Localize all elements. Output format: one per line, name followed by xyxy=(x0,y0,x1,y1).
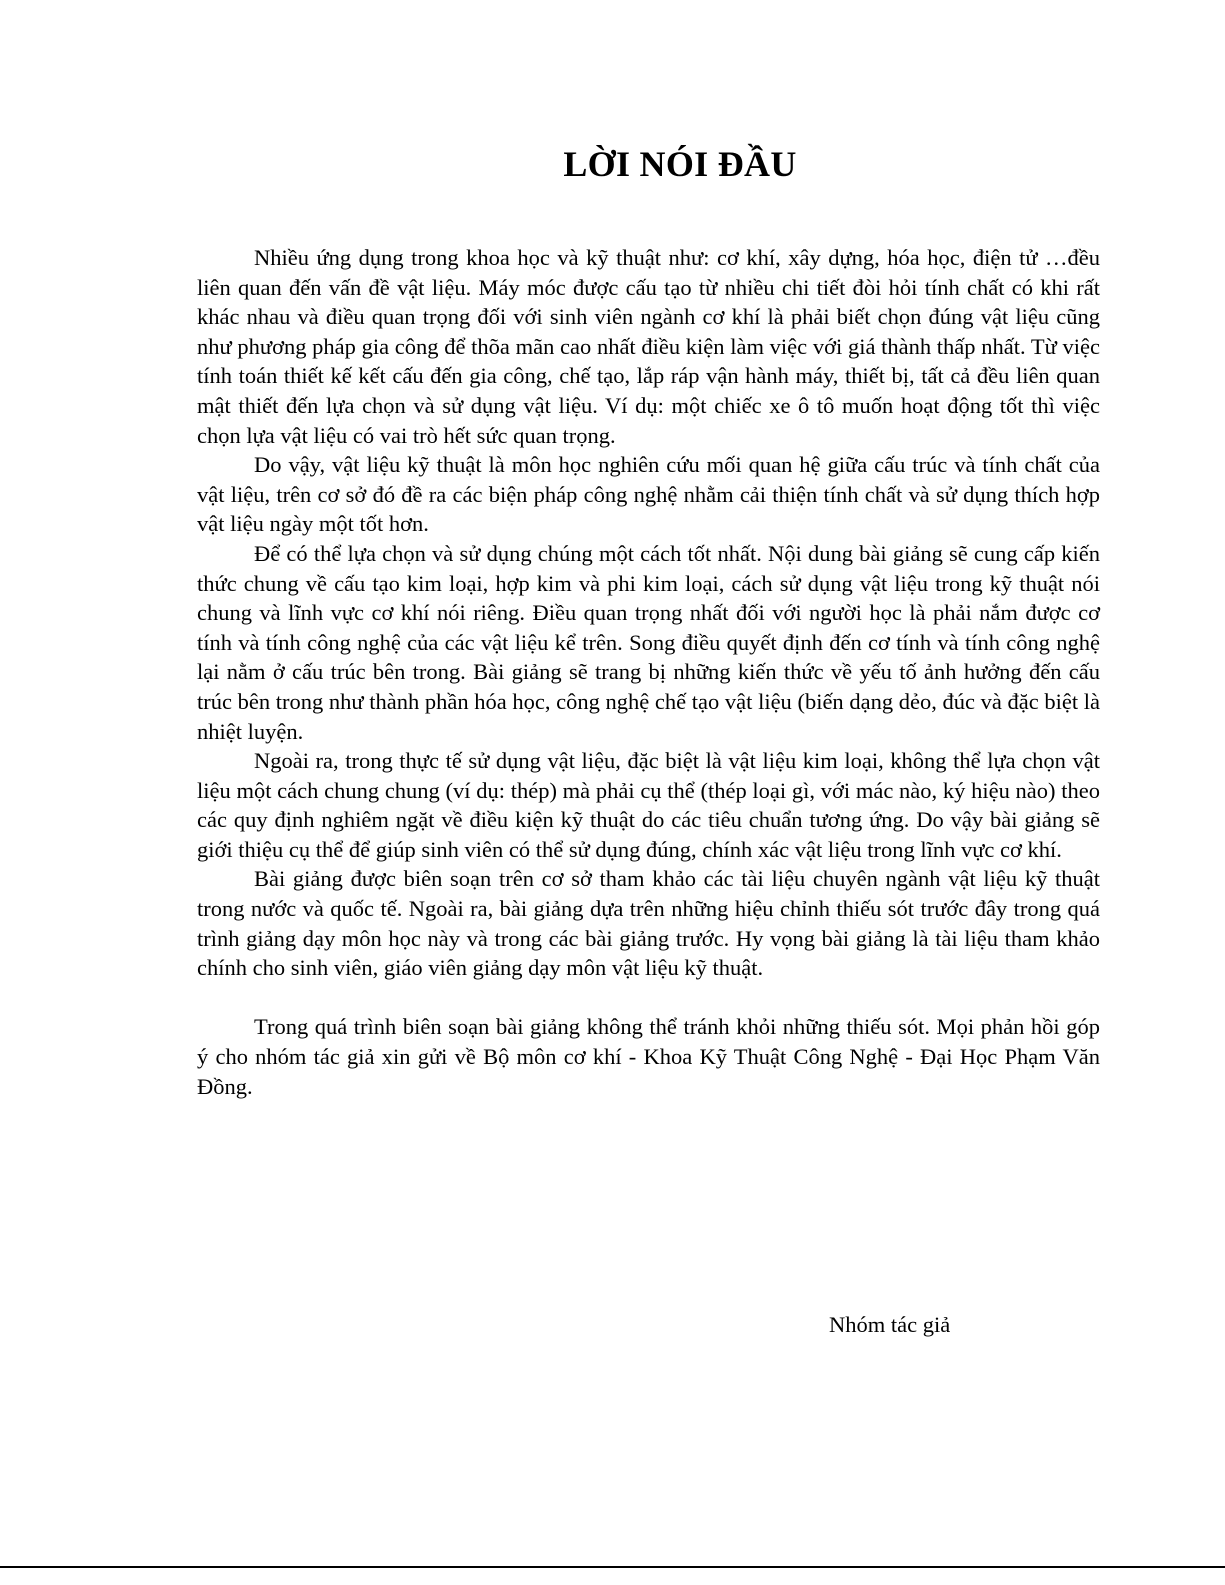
paragraph-5: Bài giảng được biên soạn trên cơ sở tham khảo các tài liệu chuyên ngành vật liệu kỹ thuật trong nước và quốc tế. Ngoài ra, bài giảng dựa trên những hiệu chỉnh thiếu sót trước đây trong quá trình giảng dạy môn học này và trong các bài giảng trước. Hy vọng bài giảng là tài liệu tham khảo chính cho sinh viên, giáo viên giảng dạy môn vật liệu kỹ thuật. xyxy=(197,866,1100,981)
paragraph-6: Trong quá trình biên soạn bài giảng không thể tránh khỏi những thiếu sót. Mọi phản hồi góp ý cho nhóm tác giả xin gửi về Bộ môn cơ khí - Khoa Kỹ Thuật Công Nghệ - Đại Học Phạm Văn Đồng. xyxy=(197,1014,1100,1099)
preface-body xyxy=(197,243,1100,1101)
page-title: LỜI NÓI ĐẦU xyxy=(563,144,797,184)
paragraph-1: Nhiều ứng dụng trong khoa học và kỹ thuật như: cơ khí, xây dựng, hóa học, điện tử …đều liên quan đến vấn đề vật liệu. Máy móc được cấu tạo từ nhiều chi tiết đòi hỏi tính chất có khi rất khác nhau và điều quan trọng đối với sinh viên ngành cơ khí là phải biết chọn đúng vật liệu cũng như phương pháp gia công để thõa mãn cao nhất điều kiện làm việc với giá thành thấp nhất. Từ việc tính toán thiết kế kết cấu đến gia công, chế tạo, lắp ráp vận hành máy, thiết bị, tất cả đều liên quan mật thiết đến lựa chọn và sử dụng vật liệu. Ví dụ: một chiếc xe ô tô muốn hoạt động tốt thì việc chọn lựa vật liệu có vai trò hết sức quan trọng. xyxy=(197,245,1100,448)
paragraph-2: Do vậy, vật liệu kỹ thuật là môn học nghiên cứu mối quan hệ giữa cấu trúc và tính chất của vật liệu, trên cơ sở đó đề ra các biện pháp công nghệ nhằm cải thiện tính chất và sử dụng thích hợp vật liệu ngày một tốt hơn. xyxy=(197,452,1100,537)
paragraph-3: Để có thể lựa chọn và sử dụng chúng một cách tốt nhất. Nội dung bài giảng sẽ cung cấp kiến thức chung về cấu tạo kim loại, hợp kim và phi kim loại, cách sử dụng vật liệu trong kỹ thuật nói chung và lĩnh vực cơ khí nói riêng. Điều quan trọng nhất đối với người học là phải nắm được cơ tính và tính công nghệ của các vật liệu kể trên. Song điều quyết định đến cơ tính và tính công nghệ lại nằm ở cấu trúc bên trong. Bài giảng sẽ trang bị những kiến thức về yếu tố ảnh hưởng đến cấu trúc bên trong như thành phần hóa học, công nghệ chế tạo vật liệu (biến dạng dẻo, đúc và đặc biệt là nhiệt luyện. xyxy=(197,540,1100,744)
bottom-divider xyxy=(0,1566,1225,1568)
author-signature: Nhóm tác giả xyxy=(829,1312,951,1337)
paragraph-4: Ngoài ra, trong thực tế sử dụng vật liệu, đặc biệt là vật liệu kim loại, không thể lựa chọn vật liệu một cách chung chung (ví dụ: thép) mà phải cụ thể (thép loại gì, với mác nào, ký hiệu nào) theo các quy định nghiêm ngặt về điều kiện kỹ thuật do các tiêu chuẩn tương ứng. Do vậy bài giảng sẽ giới thiệu cụ thể để giúp sinh viên có thể sử dụng đúng, chính xác vật liệu trong lĩnh vực cơ khí. xyxy=(197,748,1100,862)
